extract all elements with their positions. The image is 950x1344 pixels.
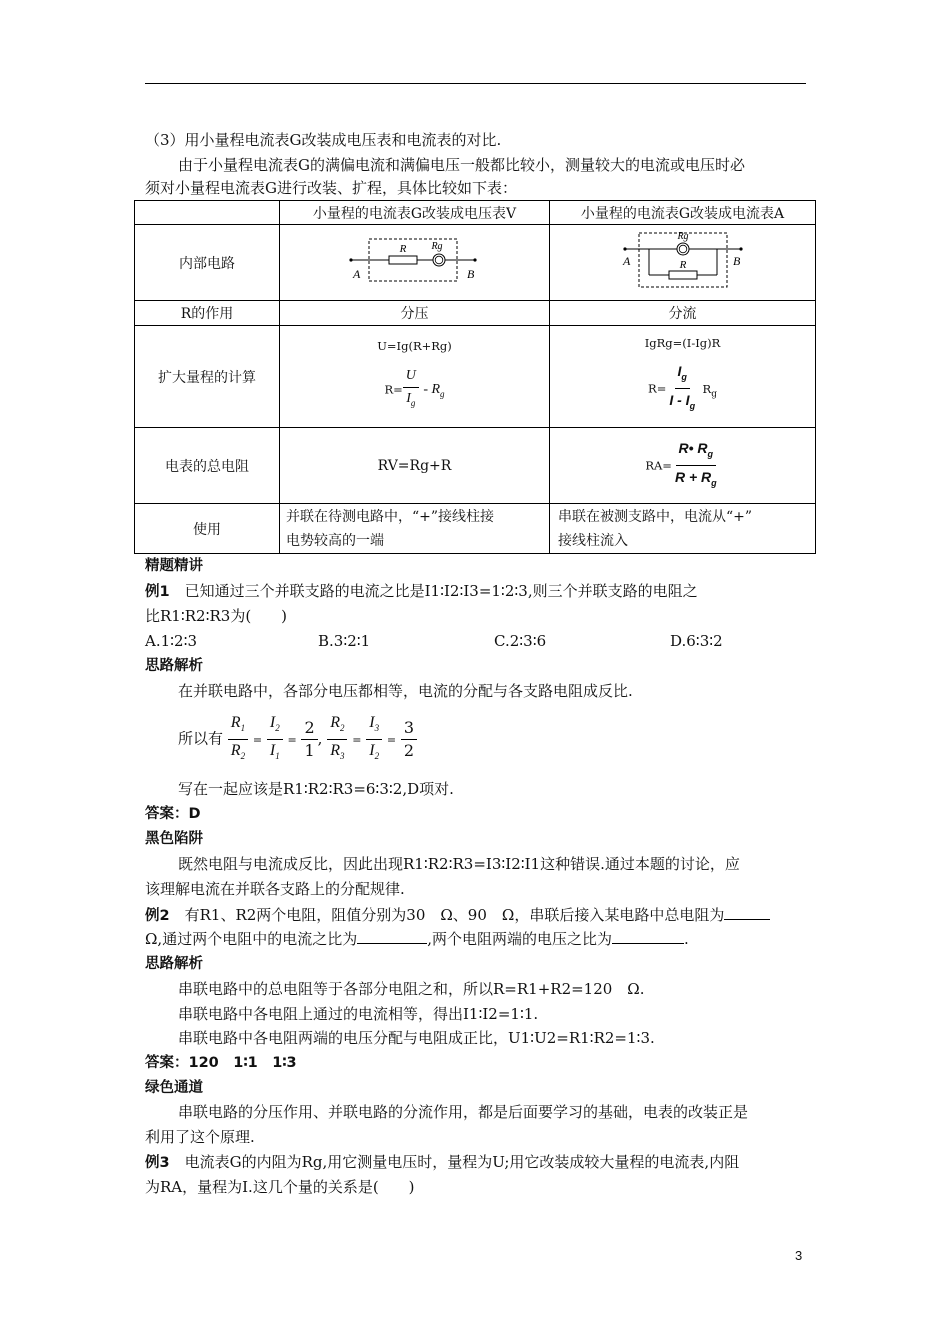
label-a: A (622, 253, 630, 268)
table-row-role (135, 301, 816, 326)
label-a: A (352, 266, 360, 281)
ammeter-circuit-diagram (621, 229, 745, 293)
role-voltmeter: 分压 (280, 301, 550, 326)
row-label-role: R的作用 (135, 301, 280, 326)
option-b: B.3∶2∶1 (318, 632, 371, 650)
example-1-line-2: 比R1∶R2∶R3为( ) (145, 607, 288, 625)
voltmeter-equation: U=Ig(R+Rg) (377, 339, 452, 354)
example-3-line-1: 例3 电流表G的内阻为Rg,用它测量电压时，量程为U;用它改装成较大量程的电流表,内阻 (145, 1153, 740, 1171)
label-b: B (732, 253, 740, 268)
r-prefix: R= (384, 382, 403, 397)
label-r: R (679, 258, 686, 271)
green-line-1: 串联电路的分压作用、并联电路的分流作用，都是后面要学习的基础，电表的改装正是 (178, 1103, 749, 1121)
page-number: 3 (795, 1248, 803, 1263)
table-row-circuit (135, 225, 816, 301)
section-title: （3）用小量程电流表G改装成电压表和电流表的对比. (145, 131, 502, 149)
option-d: D.6∶3∶2 (670, 632, 723, 650)
table-header-row (135, 201, 816, 225)
voltmeter-circuit-diagram (345, 233, 485, 289)
trap-line-2: 该理解电流在并联各支路上的分配规律. (145, 880, 405, 898)
use-voltmeter: 并联在待测电路中，“+”接线柱接 电势较高的一端 (280, 504, 550, 554)
example-2-line-1: 例2 有R1、R2两个电阻，阻值分别为30 Ω、90 Ω，串联后接入某电路中总电阻为 (145, 905, 770, 926)
header-rule (145, 83, 806, 84)
solution-2-line-1: 串联电路中的总电阻等于各部分电阻之和，所以R=R1+R2=120 Ω. (178, 980, 645, 998)
solution-1-line-1: 在并联电路中，各部分电压都相等，电流的分配与各支路电阻成反比. (178, 682, 633, 700)
heading-green: 绿色通道 (145, 1080, 203, 1096)
col-header-ammeter: 小量程的电流表G改装成电流表A (550, 201, 816, 225)
col-header-voltmeter: 小量程的电流表G改装成电压表V (280, 201, 550, 225)
example-3-line-2: 为RA，量程为I.这几个量的关系是( ) (145, 1178, 415, 1196)
table-row-use (135, 504, 816, 554)
intro-line-1: 由于小量程电流表G的满偏电流和满偏电压一般都比较小，测量较大的电流或电压时必 (178, 156, 745, 174)
example-1-line-1: 例1 已知通过三个并联支路的电流之比是I1∶I2∶I3=1∶2∶3,则三个并联支路的电阻之 (145, 582, 698, 600)
answer-1: 答案：D (145, 806, 201, 822)
voltmeter-r-formula: R= $\frac{U}{I_g}$ - $R_g$ (280, 365, 549, 414)
calc-voltmeter (280, 326, 550, 428)
blank-voltage-ratio (612, 929, 684, 944)
option-c: C.2∶3∶6 (494, 632, 547, 650)
label-b: B (466, 266, 474, 281)
ammeter-circuit-cell (550, 225, 816, 301)
row-label-total: 电表的总电阻 (135, 428, 280, 504)
label-rg: Rg (430, 240, 443, 252)
label-rg: Rg (676, 230, 689, 242)
heading-jingjiang: 精题精讲 (145, 558, 203, 574)
total-ammeter (550, 428, 816, 504)
total-voltmeter: RV=Rg+R (280, 428, 550, 504)
role-ammeter: 分流 (550, 301, 816, 326)
table-row-total (135, 428, 816, 504)
solution-2-line-2: 串联电路中各电阻上通过的电流相等，得出I1∶I2=1∶1. (178, 1005, 539, 1023)
answer-2: 答案：120 1∶1 1∶3 (145, 1055, 297, 1071)
ammeter-equation: IgRg=(I-Ig)R (644, 336, 721, 351)
solution-1-fractions: 所以有 $\frac{R_1}{R_2}$ = $\frac{I_2}{I_1}$ = $\frac{2}{1}$ , $\frac{R_2}{R_3}$ = $\frac{I_3}{I_2}$ = $\frac{3}{2}$ (178, 712, 417, 766)
table-corner-cell (135, 201, 280, 225)
row-label-calc: 扩大量程的计算 (135, 326, 280, 428)
calc-ammeter (550, 326, 816, 428)
row-label-use: 使用 (135, 504, 280, 554)
ra-fraction: $\frac{R• R_g}{R + R_g}$ (672, 437, 720, 494)
comparison-table (134, 200, 816, 554)
ammeter-r-formula: R= $\frac{I_g}{I - I_g}$ $R_g$ (550, 360, 815, 417)
r-prefix: R= (648, 381, 667, 396)
table-row-calc (135, 326, 816, 428)
ra-prefix: RA= (645, 458, 672, 473)
u-over-ig: $\frac{U}{I_g}$ (403, 365, 419, 414)
heading-silu-1: 思路解析 (145, 658, 203, 674)
ig-over-i-minus-ig: $\frac{I_g}{I - I_g}$ (666, 360, 698, 417)
voltmeter-circuit-cell (280, 225, 550, 301)
blank-total-resistance (724, 905, 770, 920)
heading-silu-2: 思路解析 (145, 956, 203, 972)
label-r: R (399, 242, 406, 255)
use-ammeter: 串联在被测支路中，电流从“+” 接线柱流入 (550, 504, 816, 554)
solution-1-line-3: 写在一起应该是R1∶R2∶R3=6∶3∶2,D项对. (178, 780, 454, 798)
intro-line-2: 须对小量程电流表G进行改装、扩程，具体比较如下表： (145, 179, 517, 197)
green-line-2: 利用了这个原理. (145, 1128, 255, 1146)
example-2-line-2: Ω,通过两个电阻中的电流之比为 ,两个电阻两端的电压之比为 . (145, 930, 689, 948)
trap-line-1: 既然电阻与电流成反比，因此出现R1∶R2∶R3=I3∶I2∶I1这种错误.通过本题的讨论，应 (178, 855, 740, 873)
option-a: A.1∶2∶3 (145, 632, 198, 650)
row-label-circuit: 内部电路 (135, 225, 280, 301)
blank-current-ratio (357, 929, 427, 944)
heading-trap: 黑色陷阱 (145, 831, 203, 847)
solution-2-line-3: 串联电路中各电阻两端的电压分配与电阻成正比，U1∶U2=R1∶R2=1∶3. (178, 1029, 655, 1047)
